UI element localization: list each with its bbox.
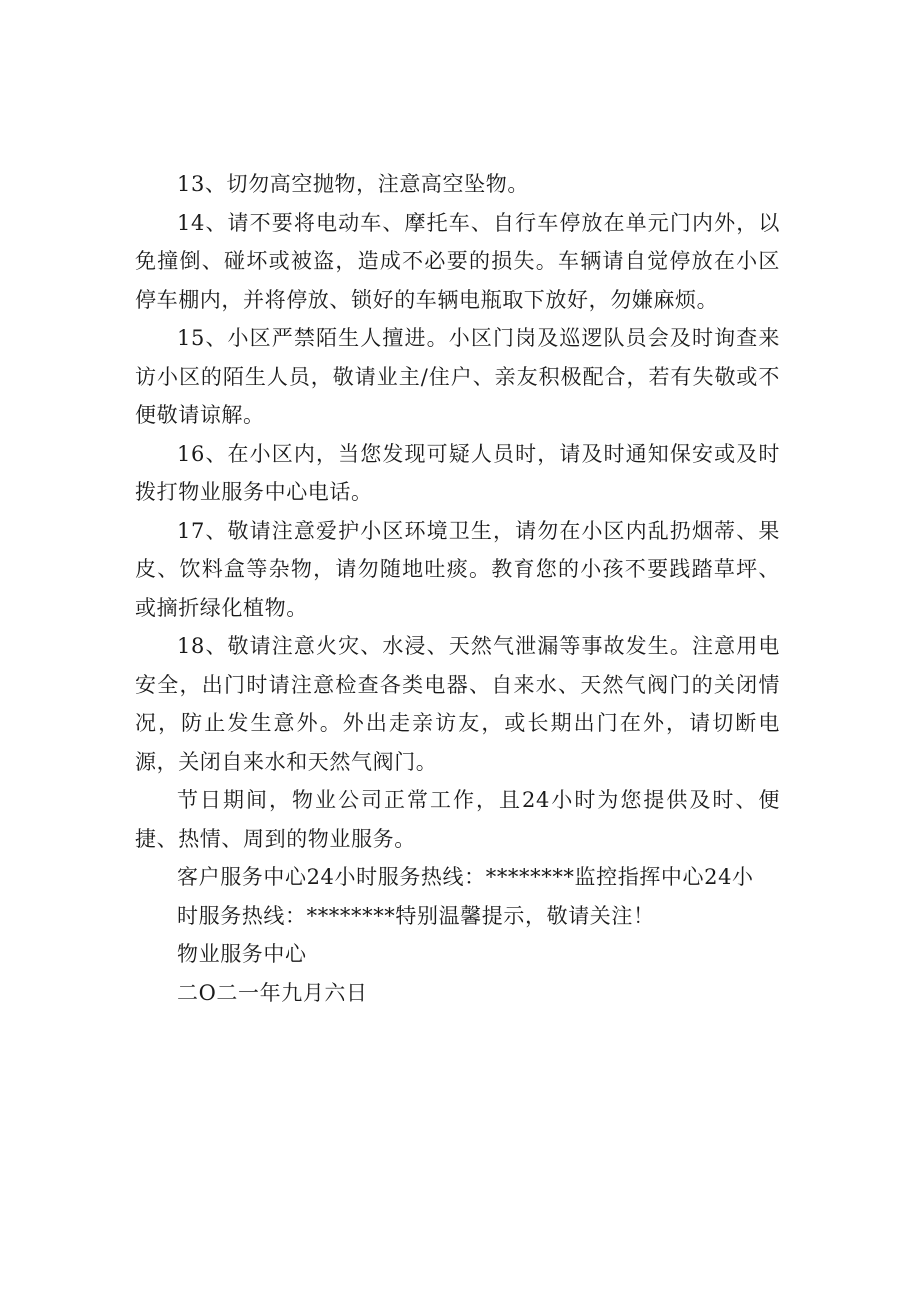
paragraph-18: 18、敬请注意火灾、水浸、天然气泄漏等事故发生。注意用电安全，出门时请注意检查各类电器、自来水、天然气阀门的关闭情况，防止发生意外。外出走亲访友，或长期出门在外，请切断电源，关闭自来水和天然气阀门。 [135,634,780,774]
hotline-line-1: 客户服务中心24小时服务热线：********监控指挥中心24小 [177,865,754,889]
hotline-line-2: 时服务热线：********特别温馨提示，敬请关注！ [177,903,655,928]
paragraph-17: 17、敬请注意爱护小区环境卫生，请勿在小区内乱扔烟蒂、果皮、饮料盒等杂物，请勿随地吐痰。教育您的小孩不要践踏草坪、或摘折绿化植物。 [135,518,780,620]
document-body [135,165,780,1012]
paragraph-holiday-service: 节日期间，物业公司正常工作，且24小时为您提供及时、便捷、热情、周到的物业服务。 [135,788,780,851]
paragraph-13: 13、切勿高空抛物，注意高空坠物。 [177,172,529,196]
date: 二O二一年九月六日 [177,980,368,1005]
paragraph-15: 15、小区严禁陌生人擅进。小区门岗及巡逻队员会及时询查来访小区的陌生人员，敬请业主/住户、亲友积极配合，若有失敬或不便敬请谅解。 [135,326,780,427]
paragraph-16: 16、在小区内，当您发现可疑人员时，请及时通知保安或及时拨打物业服务中心电话。 [135,441,780,504]
signature: 物业服务中心 [177,942,307,966]
paragraph-14: 14、请不要将电动车、摩托车、自行车停放在单元门内外，以免撞倒、碰坏或被盗，造成不必要的损失。车辆请自觉停放在小区停车棚内，并将停放、锁好的车辆电瓶取下放好，勿嫌麻烦。 [135,210,780,312]
